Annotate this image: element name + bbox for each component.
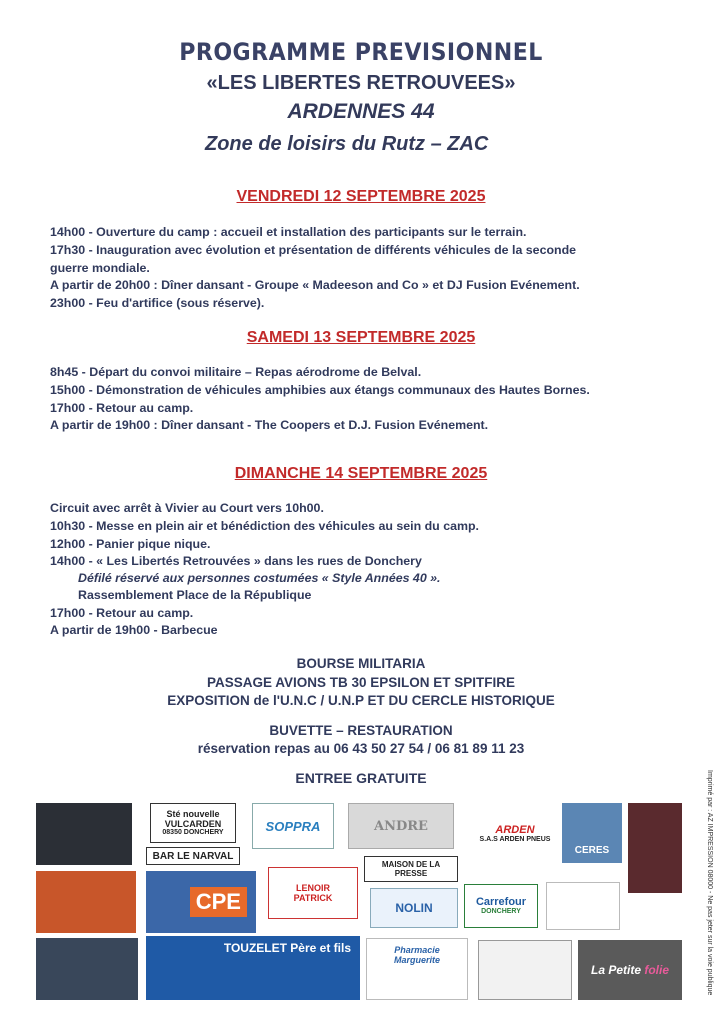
sponsor-arden-pneus: ARDEN S.A.S ARDEN PNEUS xyxy=(476,803,554,865)
schedule-line: Rassemblement Place de la République xyxy=(78,588,312,602)
sponsor-bar-le-narval: BAR LE NARVAL xyxy=(146,847,240,865)
schedule-line: 14h00 - « Les Libertés Retrouvées » dans les rues de Donchery xyxy=(50,554,422,568)
free-entry: ENTREE GRATUITE xyxy=(295,770,427,786)
sponsor-cpe: CPE xyxy=(146,871,256,933)
sponsor-andre: ANDRE xyxy=(348,803,454,849)
schedule-line: Circuit avec arrêt à Vivier au Court vers 10h00. xyxy=(50,501,324,515)
schedule-line: A partir de 19h00 - Barbecue xyxy=(50,623,218,637)
exposition: EXPOSITION de l'U.N.C / U.N.P ET DU CERCLE HISTORIQUE xyxy=(167,693,555,708)
sponsor-nolin: NOLIN xyxy=(370,888,458,928)
page-title: PROGRAMME PREVISIONNEL xyxy=(179,38,543,66)
sponsor-logo xyxy=(36,938,138,1000)
sponsor-ceres: CERES xyxy=(562,803,622,863)
schedule-line: A partir de 20h00 : Dîner dansant - Groupe « Madeeson and Co » et DJ Fusion Evénement. xyxy=(50,278,580,292)
sponsor-logo xyxy=(36,871,136,933)
sponsor-touzelet: TOUZELET Père et fils xyxy=(146,936,360,1000)
sponsor-logo xyxy=(546,882,620,930)
sponsor-vulcarden: Sté nouvelle VULCARDEN 08350 DONCHERY xyxy=(150,803,236,843)
day-heading-saturday: SAMEDI 13 SEPTEMBRE 2025 xyxy=(246,329,476,346)
day-heading-sunday: DIMANCHE 14 SEPTEMBRE 2025 xyxy=(234,465,488,482)
sponsor-la-petite-folie: La Petite folie xyxy=(578,940,682,1000)
sponsor-carrefour: Carrefour DONCHERY xyxy=(464,884,538,928)
sponsor-maison-presse: MAISON DE LA PRESSE xyxy=(364,856,458,882)
schedule-line: 10h30 - Messe en plein air et bénédiction des véhicules au sein du camp. xyxy=(50,519,480,533)
schedule-line: Défilé réservé aux personnes costumées « Style Années 40 ». xyxy=(78,571,441,585)
buvette-restauration: BUVETTE – RESTAURATION xyxy=(269,723,453,738)
schedule-line: 15h00 - Démonstration de véhicules amphibies aux étangs communaux des Hautes Bornes. xyxy=(50,383,590,397)
sponsor-logo xyxy=(628,803,682,893)
event-venue: Zone de loisirs du Rutz – ZAC xyxy=(205,133,489,155)
printer-note: Imprimé par : AZ IMPRESSION 08000 - Ne pas jeter sur la voie publique xyxy=(706,770,713,996)
event-subtitle: «LES LIBERTES RETROUVEES» xyxy=(206,72,516,94)
planes-passage: PASSAGE AVIONS TB 30 EPSILON ET SPITFIRE xyxy=(206,675,516,690)
sponsor-soppra: SOPPRA xyxy=(252,803,334,849)
sponsor-logo xyxy=(478,940,572,1000)
sponsor-lenoir-patrick: LENOIR PATRICK xyxy=(268,867,358,919)
schedule-line: 8h45 - Départ du convoi militaire – Repas aérodrome de Belval. xyxy=(50,365,422,379)
schedule-line: 17h30 - Inauguration avec évolution et présentation de différents véhicules de la seconde xyxy=(50,243,577,257)
schedule-line: 12h00 - Panier pique nique. xyxy=(50,537,211,551)
reservation-phone: réservation repas au 06 43 50 27 54 / 06 81 89 11 23 xyxy=(197,741,525,756)
schedule-line: 23h00 - Feu d'artifice (sous réserve). xyxy=(50,296,265,310)
schedule-line: 17h00 - Retour au camp. xyxy=(50,606,194,620)
day-heading-friday: VENDREDI 12 SEPTEMBRE 2025 xyxy=(236,188,486,205)
schedule-line: A partir de 19h00 : Dîner dansant - The Coopers et D.J. Fusion Evénement. xyxy=(50,418,489,432)
schedule-line: guerre mondiale. xyxy=(50,261,150,275)
schedule-line: 14h00 - Ouverture du camp : accueil et installation des participants sur le terrain. xyxy=(50,225,527,239)
sponsor-pharmacie-marguerite: Pharmacie Marguerite xyxy=(366,938,468,1000)
sponsor-logo xyxy=(36,803,132,865)
schedule-line: 17h00 - Retour au camp. xyxy=(50,401,194,415)
bourse-militaria: BOURSE MILITARIA xyxy=(296,656,426,671)
event-location: ARDENNES 44 xyxy=(287,100,435,123)
